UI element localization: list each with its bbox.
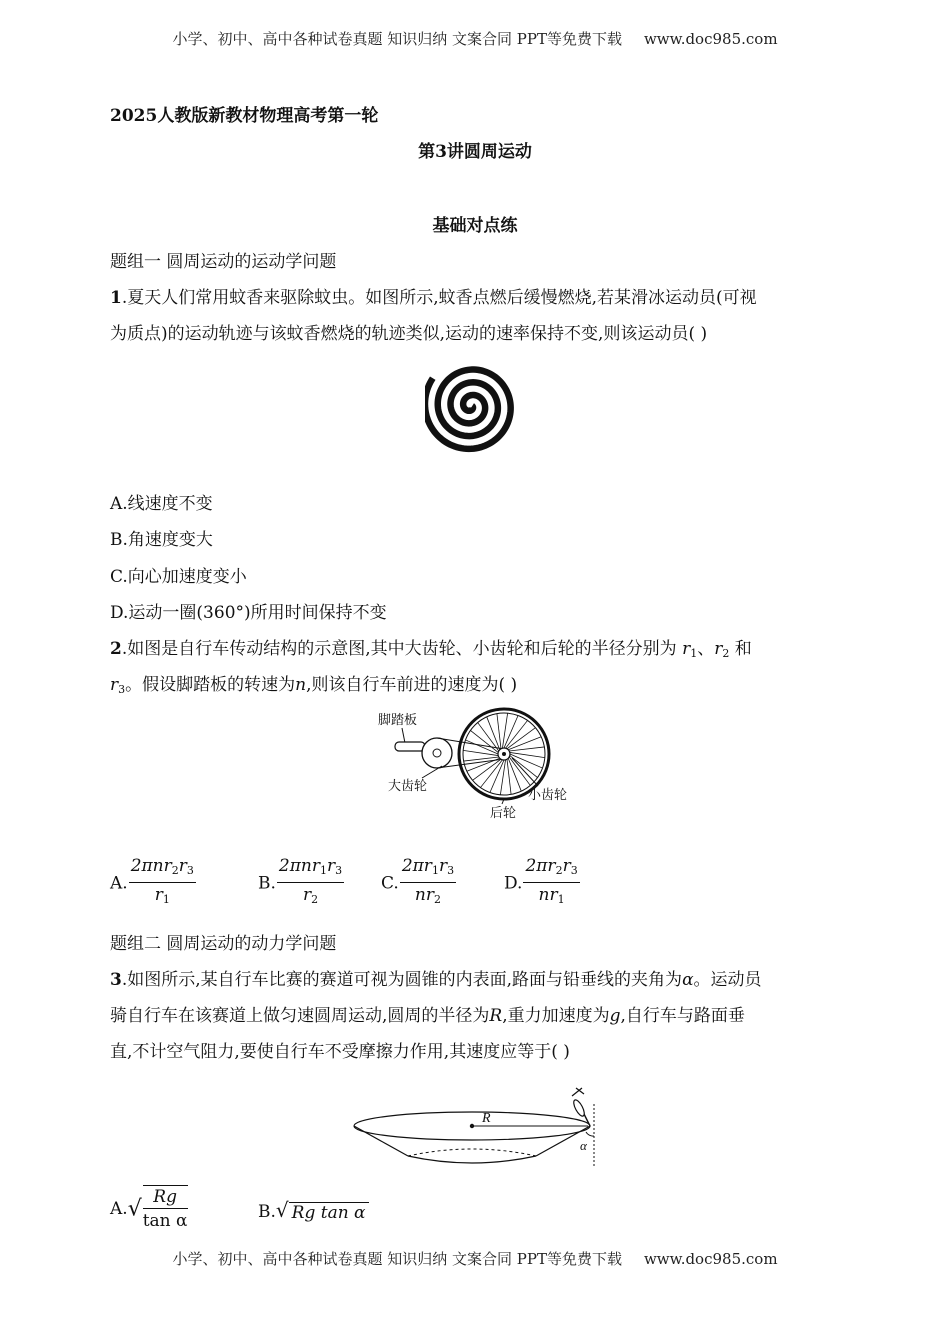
q3-text2c: ,自行车与路面垂 xyxy=(620,1006,745,1026)
label-pedal: 脚踏板 xyxy=(378,712,418,727)
spoke xyxy=(510,752,545,757)
spoke xyxy=(470,730,498,752)
q2-option-d[interactable] xyxy=(504,855,580,912)
q2-text2: 。假设脚踏板的转速为 xyxy=(125,675,296,695)
q1-line1 xyxy=(110,280,845,316)
q2-option-b-label: B. xyxy=(258,873,276,894)
q2-number: 2 xyxy=(110,639,122,659)
q1-option-b[interactable]: B.角速度变大 xyxy=(110,530,213,550)
q1-text1: .夏天人们常用蚊香来驱除蚊虫。如图所示,蚊香点燃后缓慢燃烧,若某滑冰运动员(可视 xyxy=(121,288,757,308)
spoke xyxy=(490,760,504,793)
q3-line2 xyxy=(110,998,745,1034)
group2-title: 题组二 圆周运动的动力学问题 xyxy=(110,934,337,954)
q2-option-d-fraction: $\frac{2\pi r_2r_3}{nr_1}$ xyxy=(525,856,578,906)
series-title: 2025人教版新教材物理高考第一轮 xyxy=(110,106,379,126)
group1-title: 题组一 圆周运动的运动学问题 xyxy=(110,252,337,272)
q2-option-b[interactable] xyxy=(258,855,344,912)
q1-line2: 为质点)的运动轨迹与该蚊香燃烧的轨迹类似,运动的速率保持不变,则该运动员( ) xyxy=(110,324,708,344)
q1-number: 1 xyxy=(110,288,122,308)
q1-option-a[interactable]: A.线速度不变 xyxy=(110,494,213,514)
q3-text2b: ,重力加速度为 xyxy=(502,1006,610,1026)
page-footer xyxy=(0,1248,950,1269)
q2-text1: .如图是自行车传动结构的示意图,其中大齿轮、小齿轮和后轮的半径分别为 xyxy=(121,639,677,659)
q3-option-a-label: A. xyxy=(110,1199,128,1219)
q1-option-d[interactable]: D.运动一圈(360°)所用时间保持不变 xyxy=(110,603,387,623)
q2-and: 和 xyxy=(734,639,752,659)
q2-option-b-fraction: $\frac{2\pi nr_1r_3}{r_2}$ xyxy=(278,856,343,906)
q2-r3: r xyxy=(110,675,119,695)
q2-r1-sub: 1 xyxy=(690,647,698,660)
mosquito-coil-figure xyxy=(425,358,525,454)
lesson-title: 第3讲圆周运动 xyxy=(418,142,532,162)
q3-number: 3 xyxy=(110,970,122,990)
label-small-gear: 小齿轮 xyxy=(528,787,568,802)
label-radius: R xyxy=(482,1111,491,1126)
footer-text: 小学、初中、高中各种试卷真题 知识归纳 文案合同 PPT等免费下载 xyxy=(172,1250,622,1268)
cone-track-figure xyxy=(350,1074,610,1170)
q2-option-c[interactable] xyxy=(381,855,456,912)
header-url[interactable]: www.doc985.com xyxy=(643,30,778,48)
q2-option-a-label: A. xyxy=(110,873,128,894)
q3-R: R xyxy=(489,1006,503,1026)
header-text: 小学、初中、高中各种试卷真题 知识归纳 文案合同 PPT等免费下载 xyxy=(172,30,622,48)
pedal-shape xyxy=(395,742,425,751)
q3-option-b-expr: Rg tan α xyxy=(289,1202,369,1223)
q3-line1 xyxy=(110,962,762,998)
q2-r1: r xyxy=(682,639,691,659)
spoke xyxy=(506,720,528,748)
q3-g: g xyxy=(609,1006,621,1026)
q3-option-a-fraction: $\frac{Rg}{\text{tan α}}$ xyxy=(142,1187,188,1231)
q2-option-c-label: C. xyxy=(381,873,399,894)
label-rear-wheel: 后轮 xyxy=(490,805,517,820)
q3-text2: 骑自行车在该赛道上做匀速圆周运动,圆周的半径为 xyxy=(110,1006,490,1026)
q3-option-a[interactable]: A.√ $\frac{Rg}{\text{tan α}}$ xyxy=(110,1187,188,1231)
q3-text1: .如图所示,某自行车比赛的赛道可视为圆锥的内表面,路面与铅垂线的夹角为 xyxy=(121,970,683,990)
page-header xyxy=(0,28,950,49)
q2-r2: r xyxy=(714,639,723,659)
q2-line1 xyxy=(110,631,752,672)
q2-option-a-fraction: $\frac{2\pi nr_2r_3}{r_1}$ xyxy=(130,856,194,906)
spoke xyxy=(510,756,538,778)
label-big-gear: 大齿轮 xyxy=(388,778,428,793)
spoke xyxy=(480,760,502,788)
spoke xyxy=(502,713,507,748)
q2-r3-sub: 3 xyxy=(118,683,126,696)
q3-line3: 直,不计空气阻力,要使自行车不受摩擦力作用,其速度应等于( ) xyxy=(110,1042,570,1062)
q2-option-a[interactable] xyxy=(110,855,196,912)
q3-option-b[interactable]: B.√ Rg tan α xyxy=(258,1198,369,1223)
q2-text2b: ,则该自行车前进的速度为( ) xyxy=(306,675,518,695)
spiral-path xyxy=(425,370,511,449)
bicycle-transmission-figure xyxy=(362,706,582,822)
q2-n: n xyxy=(295,675,307,695)
footer-url[interactable]: www.doc985.com xyxy=(643,1250,778,1268)
q2-r2-sub: 2 xyxy=(722,647,730,660)
cyclist-icon xyxy=(572,1098,587,1117)
spoke xyxy=(463,750,498,755)
q3-option-b-label: B. xyxy=(258,1202,276,1222)
q2-line2 xyxy=(110,667,517,708)
q2-sep: 、 xyxy=(697,639,715,659)
q2-option-d-label: D. xyxy=(504,873,523,894)
section-title: 基础对点练 xyxy=(432,216,518,236)
q3-alpha: α xyxy=(682,970,694,990)
label-angle: α xyxy=(580,1138,587,1153)
spoke xyxy=(504,715,518,748)
spoke xyxy=(500,760,505,795)
q1-option-c[interactable]: C.向心加速度变小 xyxy=(110,567,247,587)
q2-option-c-fraction: $\frac{2\pi r_1r_3}{nr_2}$ xyxy=(401,856,455,906)
q3-text1b: 。运动员 xyxy=(693,970,762,990)
